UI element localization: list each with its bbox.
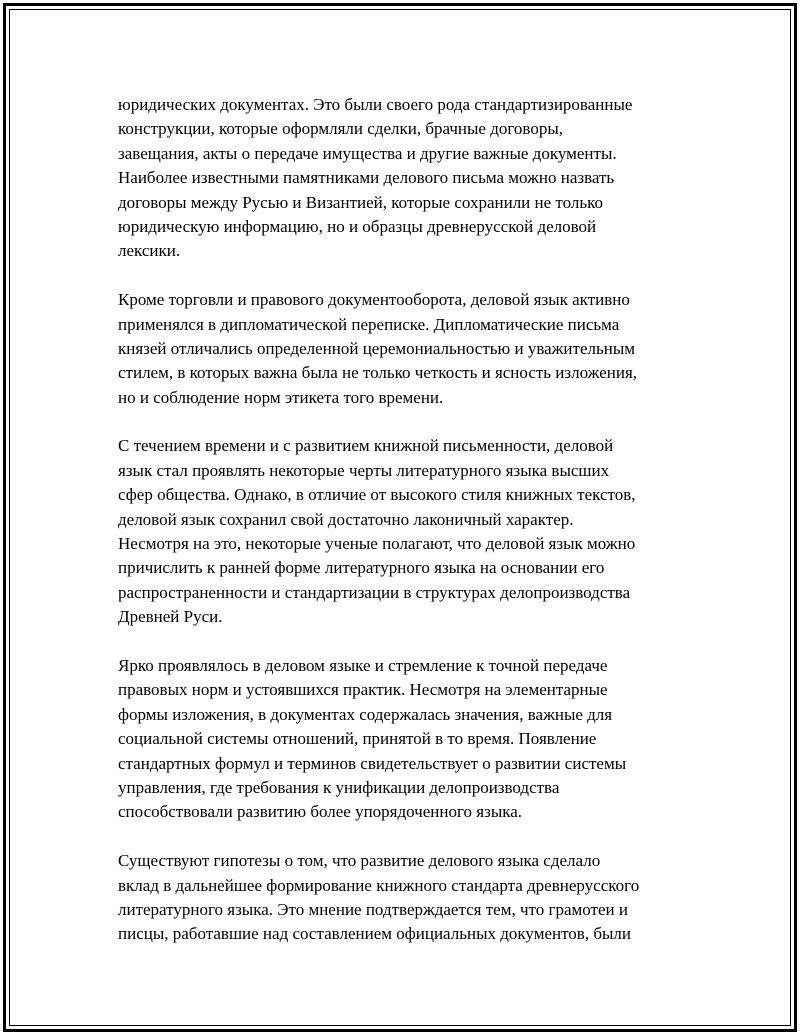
text-line: язык стал проявлять некоторые черты литературного языка высших <box>118 460 610 480</box>
text-line: договоры между Русью и Византией, которые сохранили не только <box>118 192 604 212</box>
paragraph <box>118 434 698 629</box>
text-line: правовых норм и устоявшихся практик. Несмотря на элементарные <box>118 680 608 700</box>
paragraph <box>118 849 698 947</box>
text-line: Ярко проявлялось в деловом языке и стремление к точной передаче <box>118 655 608 675</box>
text-line: стилем, в которых важна была не только четкость и ясность изложения, <box>118 363 638 383</box>
text-line: распространенности и стандартизации в структурах делопроизводства <box>118 582 631 602</box>
text-line: конструкции, которые оформляли сделки, брачные договоры, <box>118 119 563 139</box>
text-line: писцы, работавшие над составлением официальных документов, были <box>118 924 631 944</box>
text-line: литературного языка. Это мнение подтверждается тем, что грамотеи и <box>118 899 628 919</box>
paragraph <box>118 93 698 264</box>
text-line: социальной системы отношений, принятой в то время. Появление <box>118 729 597 749</box>
text-line: формы изложения, в документах содержалась значения, важные для <box>118 704 613 724</box>
text-line: сфер общества. Однако, в отличие от высокого стиля книжных текстов, <box>118 485 636 505</box>
text-line: стандартных формул и терминов свидетельствует о развитии системы <box>118 753 627 773</box>
text-line: Древней Руси. <box>118 607 223 627</box>
text-line: способствовали развитию более упорядоченного языка. <box>118 802 523 822</box>
text-line: юридическую информацию, но и образцы древнерусской деловой <box>118 216 597 236</box>
text-line: Наиболее известными памятниками делового письма можно назвать <box>118 168 615 188</box>
text-line: Кроме торговли и правового документооборота, деловой язык активно <box>118 290 630 310</box>
text-line: деловой язык сохранил свой достаточно лаконичный характер. <box>118 509 574 529</box>
text-line: завещания, акты о передаче имущества и другие важные документы. <box>118 143 617 163</box>
text-line: лексики. <box>118 241 181 261</box>
text-line: причислить к ранней форме литературного языка на основании его <box>118 558 605 578</box>
text-line: юридических документах. Это были своего рода стандартизированные <box>118 95 633 114</box>
text-line: князей отличались определенной церемониальностью и уважительным <box>118 338 636 358</box>
text-line: Несмотря на это, некоторые ученые полагают, что деловой язык можно <box>118 534 636 554</box>
text-line: вклад в дальнейшее формирование книжного стандарта древнерусского <box>118 875 640 895</box>
paragraph <box>118 288 698 410</box>
document-body <box>118 93 698 971</box>
paragraph <box>118 654 698 825</box>
text-line: но и соблюдение норм этикета того времени. <box>118 387 444 407</box>
text-line: применялся в дипломатической переписке. Дипломатические письма <box>118 314 620 334</box>
text-line: управления, где требования к унификации делопроизводства <box>118 777 560 797</box>
text-line: С течением времени и с развитием книжной письменности, деловой <box>118 436 614 456</box>
text-line: Существуют гипотезы о том, что развитие делового языка сделало <box>118 851 601 871</box>
